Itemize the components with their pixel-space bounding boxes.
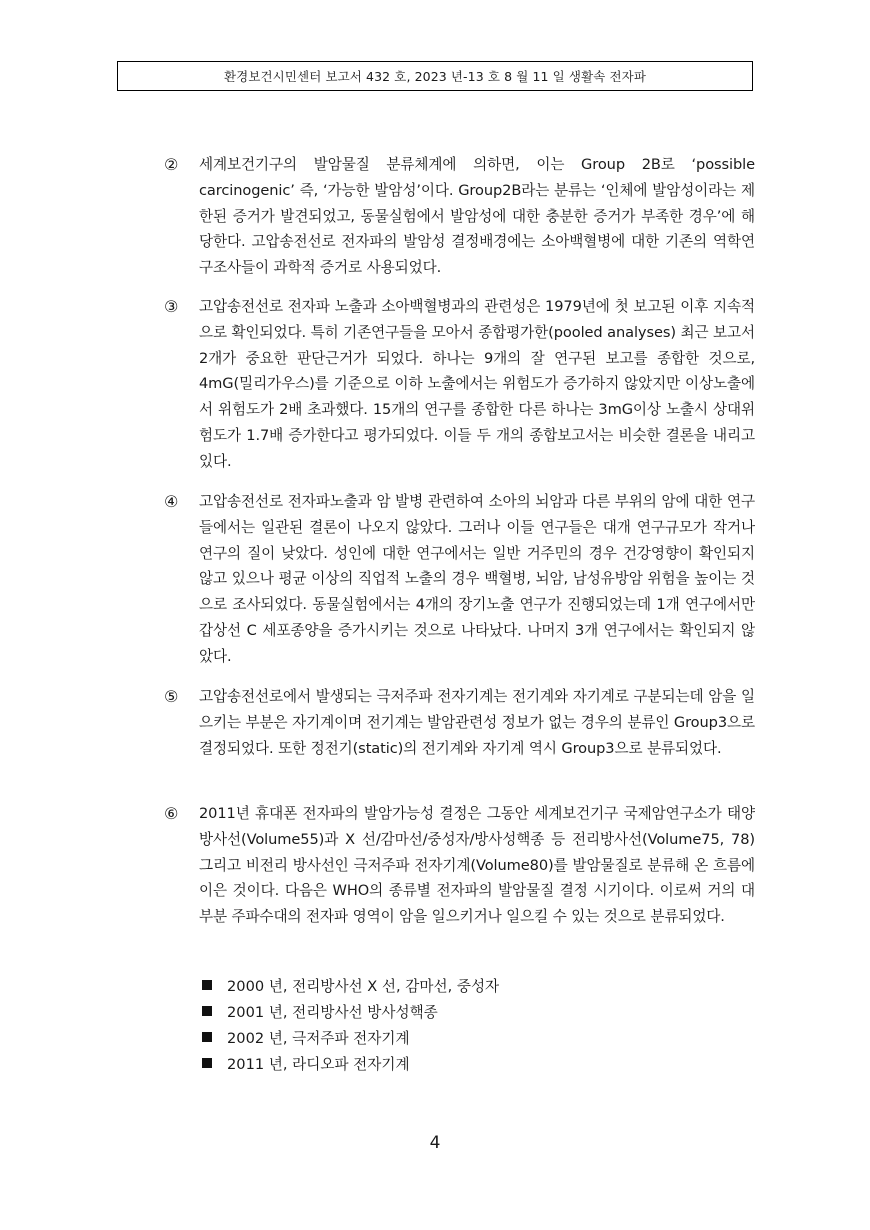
- bullet-item: [199, 972, 719, 998]
- item-text: 고압송전선로 전자파 노출과 소아백혈병과의 관련성은 1979년에 첫 보고된 이후 지속적으로 확인되었다. 특히 기존연구들을 모아서 종합평가한(pooled analyses) 최근 보고서 2개가 중요한 판단근거가 되었다. 하나는 9개의 잘 연구된 보고를 종합한 것으로, 4mG(밀리가우스)를 기준으로 이하 노출에서는 위험도가 증가하지 않았지만 이상노출에서 위험도가 2배 초과했다. 15개의 연구를 종합한 다른 하나는 3mG이상 노출시 상대위험도가 1.7배 증가한다고 평가되었다. 이들 두 개의 종합보고서는 비슷한 결론을 내리고 있다.: [199, 298, 756, 470]
- report-header: [117, 61, 753, 91]
- page-number: 4: [429, 1133, 441, 1153]
- square-bullet-icon: [202, 980, 212, 990]
- header-title: 환경보건시민센터 보고서 432 호, 2023 년-13 호 8 월 11 일 생활속 전자파: [223, 69, 647, 84]
- item-number: ③: [164, 297, 179, 316]
- square-bullet-icon: [202, 1058, 212, 1068]
- item-number: ④: [164, 492, 179, 511]
- bullet-list: [199, 972, 719, 1076]
- square-bullet-icon: [202, 1006, 212, 1016]
- bullet-text: 2002 년, 극저주파 전자기계: [227, 1029, 410, 1047]
- item-text: 고압송전선로 전자파노출과 암 발병 관련하여 소아의 뇌암과 다른 부위의 암에 대한 연구들에서는 일관된 결론이 나오지 않았다. 그러나 이들 연구들은 대개 연구규모가 작거나 연구의 질이 낮았다. 성인에 대한 연구에서는 일반 거주민의 경우 건강영향이 확인되지 않고 있으나 평균 이상의 직업적 노출의 경우 백혈병, 뇌암, 남성유방암 위험을 높이는 것으로 조사되었다. 동물실험에서는 4개의 장기노출 연구가 진행되었는데 1개 연구에서만 갑상선 C 세포종양을 증가시키는 것으로 나타났다. 나머지 3개 연구에서는 확인되지 않았다.: [199, 493, 755, 665]
- item-text: 2011년 휴대폰 전자파의 발암가능성 결정은 그동안 세계보건기구 국제암연구소가 태양방사선(Volume55)과 X 선/감마선/중성자/방사성핵종 등 전리방사선(Volume75, 78) 그리고 비전리 방사선인 극저주파 전자기계(Volume80)를 발암물질로 분류해 온 흐름에 이은 것이다. 다음은 WHO의 종류별 전자파의 발암물질 결정 시기이다. 이로써 거의 대부분 주파수대의 전자파 영역이 암을 일으키거나 일으킬 수 있는 것으로 분류되었다.: [199, 805, 755, 926]
- item-text: 고압송전선로에서 발생되는 극저주파 전자기계는 전기계와 자기계로 구분되는데 암을 일으키는 부분은 자기계이며 전기계는 발암관련성 정보가 없는 경우의 분류인 Group3으로 결정되었다. 또한 정전기(static)의 전기계와 자기계 역시 Group3으로 분류되었다.: [199, 688, 755, 757]
- item-number: ⑤: [164, 687, 179, 706]
- item-number: ⑥: [164, 804, 179, 823]
- bullet-item: [199, 1024, 719, 1050]
- bullet-text: 2001 년, 전리방사선 방사성핵종: [227, 1003, 438, 1021]
- item-number: ②: [164, 155, 179, 174]
- bullet-text: 2000 년, 전리방사선 X 선, 감마선, 중성자: [227, 977, 500, 995]
- square-bullet-icon: [202, 1032, 212, 1042]
- bullet-item: [199, 998, 719, 1024]
- bullet-item: [199, 1050, 719, 1076]
- bullet-text: 2011 년, 라디오파 전자기계: [227, 1055, 410, 1073]
- item-text: 세계보건기구의 발암물질 분류체계에 의하면, 이는 Group 2B로 ‘possible carcinogenic’ 즉, ‘가능한 발암성’이다. Group2B라는 분류는 ‘인체에 발암성이라는 제한된 증거가 발견되었고, 동물실험에서 발암성에 대한 충분한 증거가 부족한 경우’에 해당한다. 고압송전선로 전자파의 발암성 결정배경에는 소아백혈병에 대한 기존의 역학연구조사들이 과학적 증거로 사용되었다.: [199, 156, 755, 277]
